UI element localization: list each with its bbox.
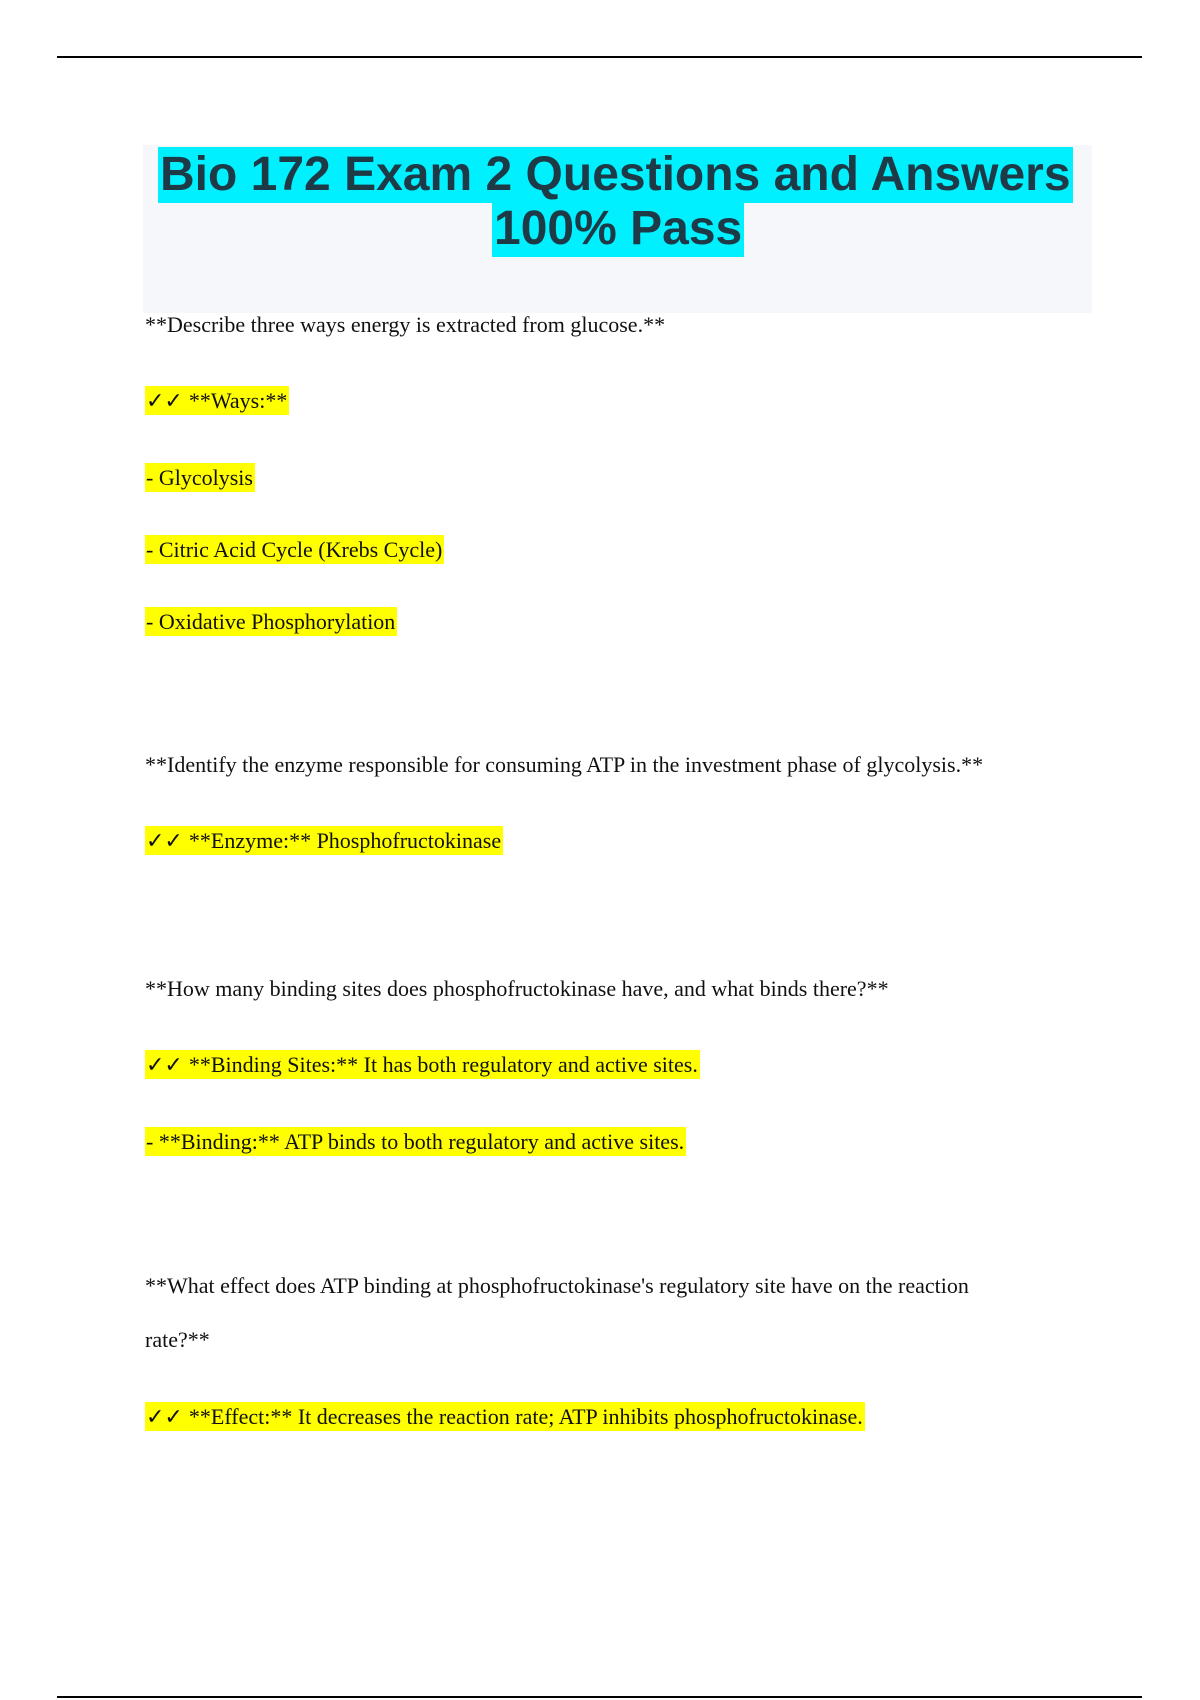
answer-4-highlight bbox=[145, 1402, 865, 1431]
document-title-line-2: 100% Pass bbox=[494, 202, 743, 255]
answer-1-highlight bbox=[145, 386, 289, 415]
answer-1-item bbox=[145, 607, 397, 637]
question-1 bbox=[145, 310, 665, 340]
answer-1-item-text: - Citric Acid Cycle (Krebs Cycle) bbox=[146, 537, 443, 562]
question-4-text-line-2: rate?** bbox=[145, 1327, 210, 1352]
answer-1-item-text: - Oxidative Phosphorylation bbox=[146, 609, 396, 634]
answer-4-text: **Effect:** It decreases the reaction rate; ATP inhibits phosphofructokinase. bbox=[188, 1404, 863, 1429]
double-check-icon: ✓✓ bbox=[146, 389, 183, 414]
answer-1-item bbox=[145, 463, 255, 493]
top-rule bbox=[57, 56, 1142, 58]
question-4-text-line-1: **What effect does ATP binding at phosphofructokinase's regulatory site have on the reaction bbox=[145, 1273, 969, 1298]
question-3 bbox=[145, 974, 889, 1004]
question-4-continued bbox=[145, 1325, 210, 1355]
double-check-icon: ✓✓ bbox=[146, 829, 183, 854]
question-1-text: **Describe three ways energy is extracted from glucose.** bbox=[145, 312, 666, 337]
answer-1 bbox=[145, 386, 289, 417]
answer-4 bbox=[145, 1402, 865, 1433]
question-2 bbox=[145, 750, 983, 780]
answer-3 bbox=[145, 1050, 700, 1081]
question-3-text: **How many binding sites does phosphofructokinase have, and what binds there?** bbox=[145, 976, 889, 1001]
document-title-line-1: Bio 172 Exam 2 Questions and Answers bbox=[160, 148, 1071, 201]
answer-2 bbox=[145, 826, 503, 857]
answer-1-item bbox=[145, 535, 444, 565]
answer-3-detail bbox=[145, 1127, 686, 1157]
answer-3-text: **Binding Sites:** It has both regulatory and active sites. bbox=[188, 1052, 698, 1077]
double-check-icon: ✓✓ bbox=[146, 1053, 183, 1078]
answer-2-highlight bbox=[145, 826, 503, 855]
double-check-icon: ✓✓ bbox=[146, 1405, 183, 1430]
answer-3-highlight bbox=[145, 1050, 700, 1079]
answer-1-text: **Ways:** bbox=[188, 388, 288, 413]
question-2-text: **Identify the enzyme responsible for consuming ATP in the investment phase of glycolysis.** bbox=[145, 752, 984, 777]
question-4 bbox=[145, 1271, 969, 1301]
bottom-rule bbox=[57, 1696, 1142, 1698]
answer-3-detail-text: - **Binding:** ATP binds to both regulatory and active sites. bbox=[146, 1129, 685, 1154]
answer-2-text: **Enzyme:** Phosphofructokinase bbox=[188, 828, 502, 853]
answer-1-item-text: - Glycolysis bbox=[146, 465, 253, 490]
